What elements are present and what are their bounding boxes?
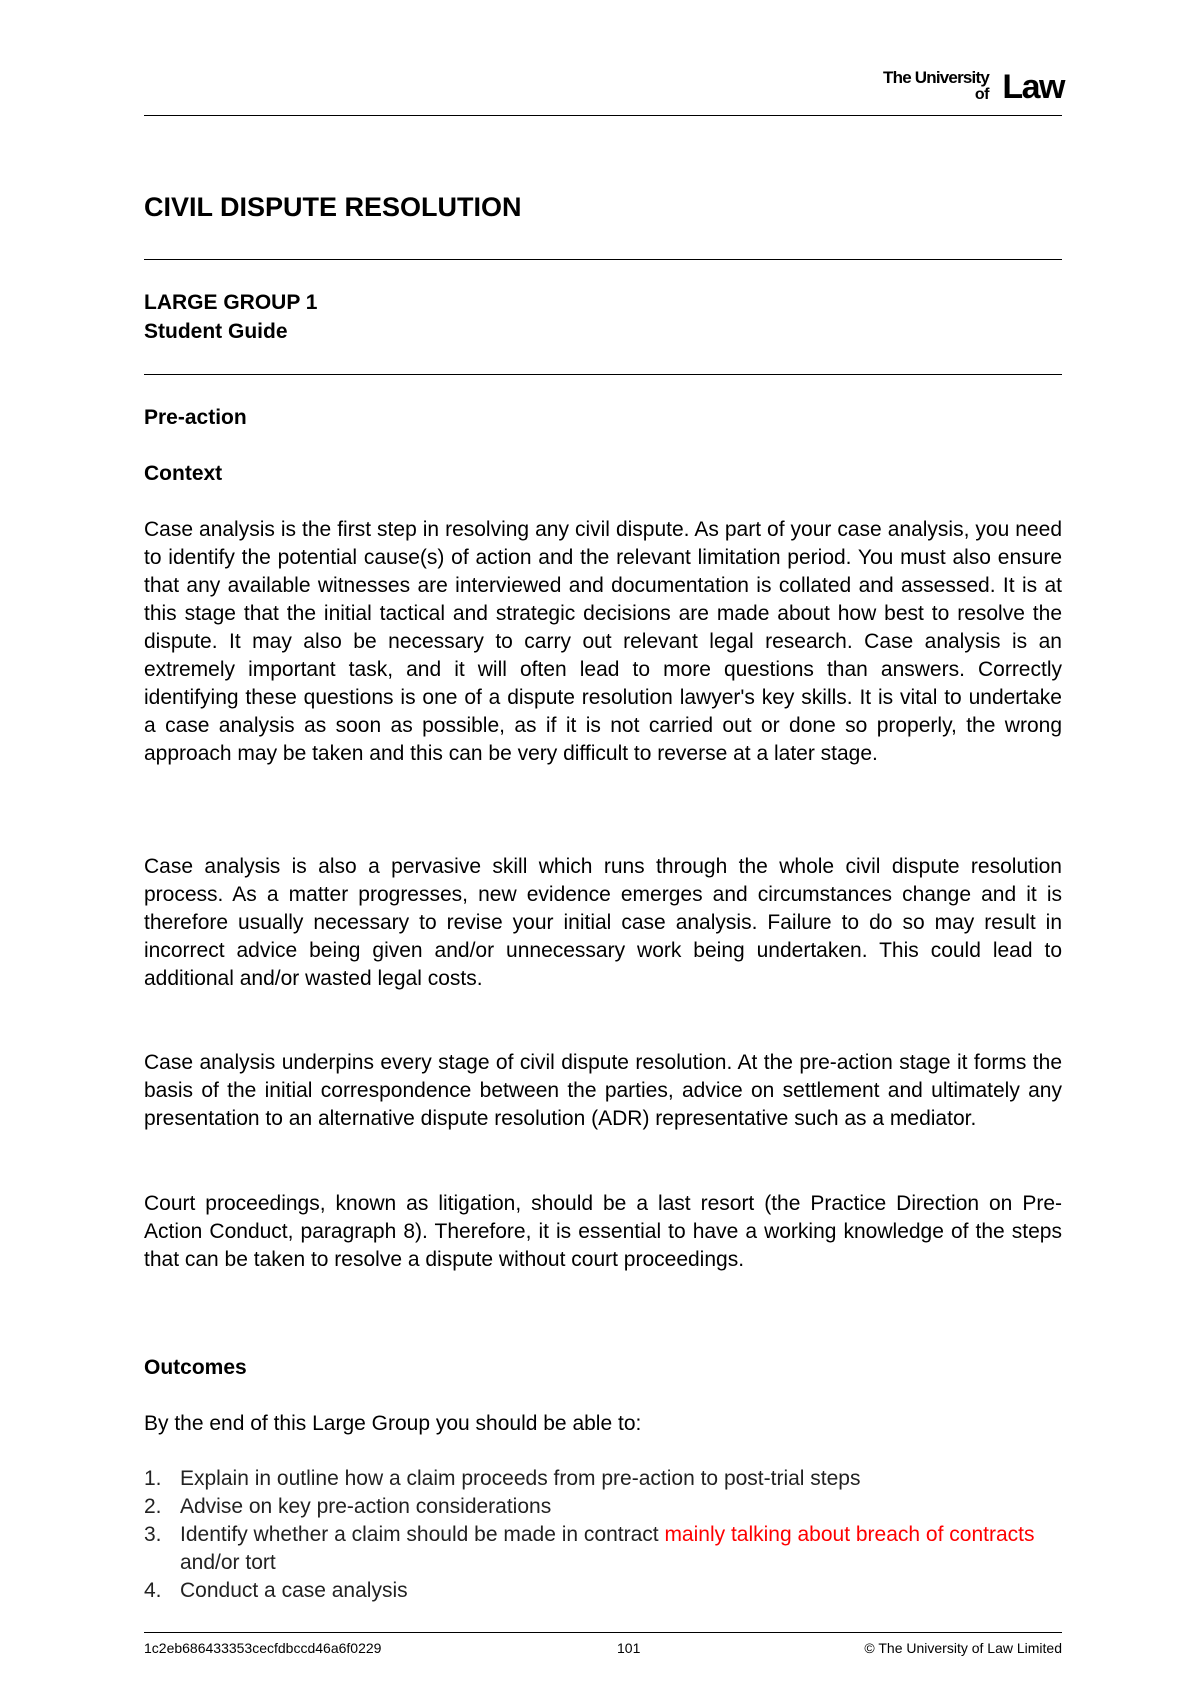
subtitle-divider xyxy=(144,374,1062,375)
footer-copyright: © The University of Law Limited xyxy=(864,1640,1062,1656)
list-item xyxy=(144,1577,1062,1605)
subtitle-guide: Student Guide xyxy=(144,320,288,343)
list-item xyxy=(144,1465,1062,1493)
list-number: 3. xyxy=(144,1523,162,1546)
outcomes-intro: By the end of this Large Group you should be able to: xyxy=(144,1412,642,1435)
list-item-text: Advise on key pre-action considerations xyxy=(180,1495,552,1518)
footer-divider xyxy=(144,1632,1062,1633)
list-number: 2. xyxy=(144,1495,162,1518)
outcomes-list xyxy=(144,1465,1062,1605)
paragraph-4: Court proceedings, known as litigation, should be a last resort (the Practice Direction on Pre-Action Conduct, paragraph 8). Therefore, it is essential to have a working knowledge of the steps that can be taken to resolve a dispute without court proceedings. xyxy=(144,1192,1062,1271)
footer-document-id: 1c2eb686433353cecfdbccd46a6f0229 xyxy=(144,1640,382,1656)
list-item xyxy=(144,1493,1062,1521)
list-item-text-continued: and/or tort xyxy=(180,1551,276,1574)
page-title: CIVIL DISPUTE RESOLUTION xyxy=(144,192,522,222)
paragraph-3: Case analysis underpins every stage of civil dispute resolution. At the pre-action stage it forms the basis of the initial correspondence between the parties, advice on settlement and ultimately any presentation to an alternative dispute resolution (ADR) representative such as a mediator. xyxy=(144,1051,1062,1130)
subtitle-group: LARGE GROUP 1 xyxy=(144,291,318,314)
list-item-text: Explain in outline how a claim proceeds from pre-action to post-trial steps xyxy=(180,1467,861,1490)
footer-page-number: 101 xyxy=(617,1640,641,1656)
handwritten-annotation: mainly talking about breach of contracts xyxy=(664,1523,1035,1546)
section-heading-outcomes: Outcomes xyxy=(144,1356,247,1379)
list-item-text: Conduct a case analysis xyxy=(180,1579,408,1602)
subtitle-block xyxy=(144,288,317,346)
logo-line-of: of xyxy=(974,86,989,103)
logo-line-university: The University xyxy=(883,68,989,87)
paragraph-2: Case analysis is also a pervasive skill which runs through the whole civil dispute resolution process. As a matter progresses, new evidence emerges and circumstances change and it is therefore usually necessary to revise your initial case analysis. Failure to do so may result in incorrect advice being given and/or unnecessary work being undertaken. This could lead to additional and/or wasted legal costs. xyxy=(144,855,1062,990)
list-item xyxy=(144,1521,1062,1577)
paragraph-1: Case analysis is the first step in resolving any civil dispute. As part of your case analysis, you need to identify the potential cause(s) of action and the relevant limitation period. You must also ensure that any available witnesses are interviewed and documentation is collated and assessed. It is at this stage that the initial tactical and strategic decisions are made about how best to resolve the dispute. It may also be necessary to carry out relevant legal research. Case analysis is an extremely important task, and it will often lead to more questions than answers. Correctly identifying these questions is one of a dispute resolution lawyer's key skills. It is vital to undertake a case analysis as soon as possible, as if it is not carried out or done so properly, the wrong approach may be taken and this can be very difficult to reverse at a later stage. xyxy=(144,518,1062,765)
list-number: 4. xyxy=(144,1579,162,1602)
university-logo xyxy=(844,64,1064,108)
logo-line-law: Law xyxy=(1002,68,1064,106)
list-number: 1. xyxy=(144,1467,162,1490)
header-divider xyxy=(144,115,1062,116)
section-heading-context: Context xyxy=(144,462,223,485)
title-divider xyxy=(144,259,1062,260)
list-item-text: Identify whether a claim should be made in contract xyxy=(180,1523,665,1546)
section-heading-preaction: Pre-action xyxy=(144,406,247,429)
